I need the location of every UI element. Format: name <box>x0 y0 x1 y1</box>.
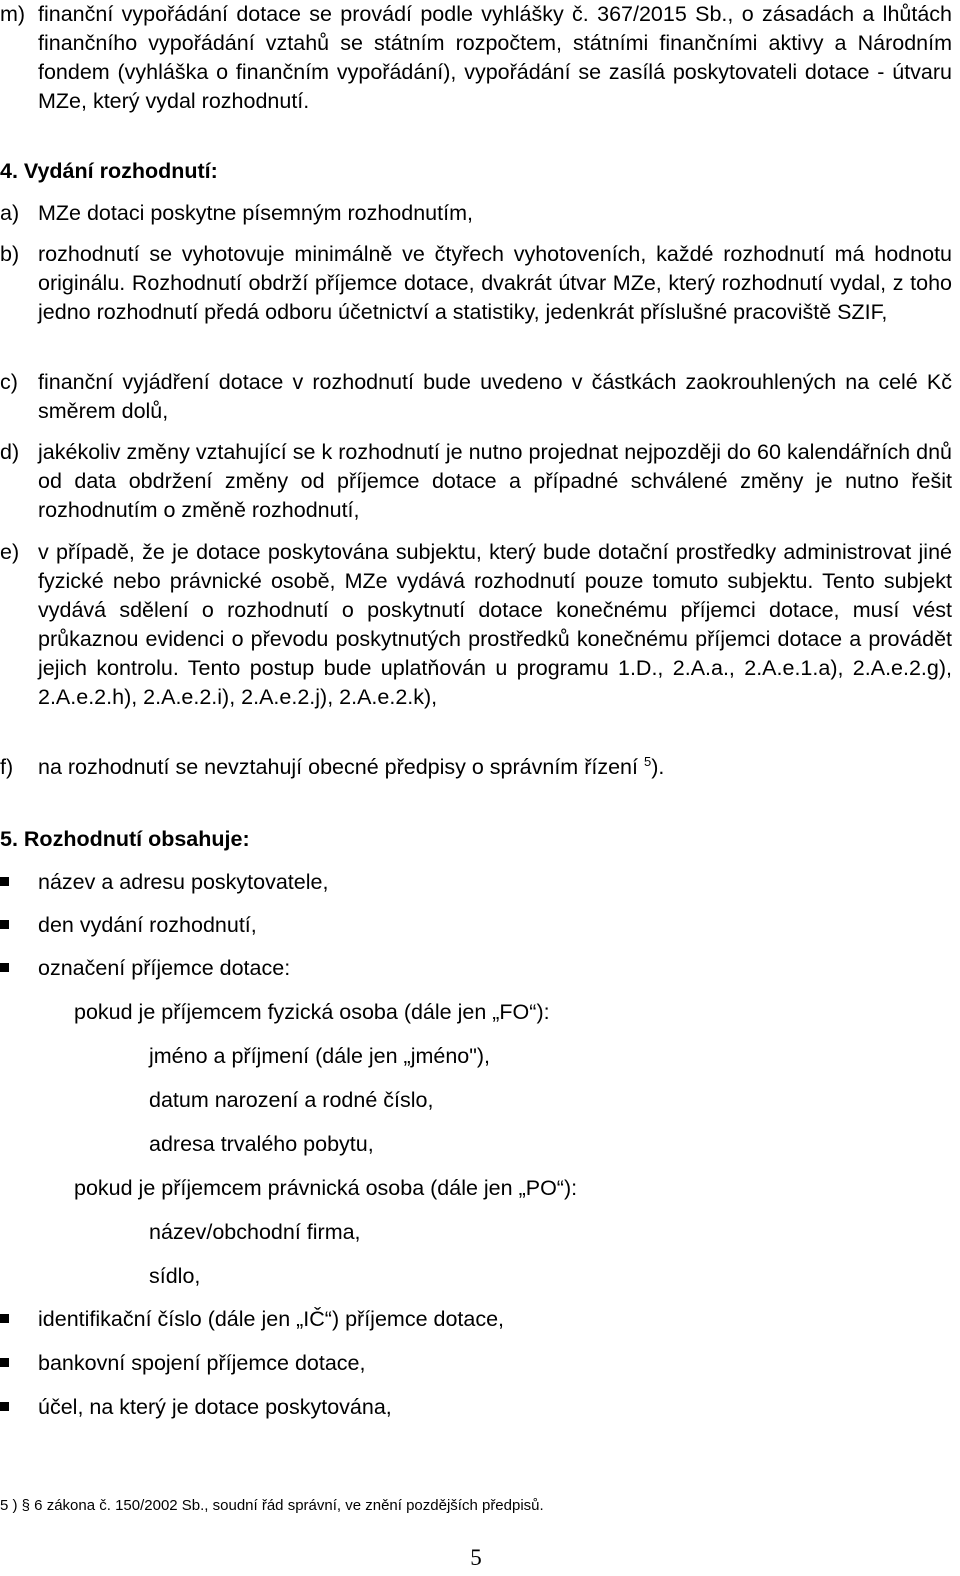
page-number: 5 <box>470 1545 482 1570</box>
bullet-item <box>0 911 257 940</box>
po-item: sídlo, <box>149 1264 201 1288</box>
item-marker: f) <box>0 755 14 779</box>
bullet-item <box>0 1305 504 1334</box>
fo-item: adresa trvalého pobytu, <box>149 1132 374 1156</box>
bullet-text: bankovní spojení příjemce dotace, <box>38 1351 366 1375</box>
bullet-square-icon <box>0 920 9 929</box>
bullet-text: účel, na který je dotace poskytována, <box>38 1395 392 1419</box>
bullet-square-icon <box>0 1314 9 1323</box>
footnote-ref: 5 <box>643 753 652 769</box>
bullet-item <box>0 868 328 897</box>
bullet-square-icon <box>0 877 9 886</box>
section-5-heading: 5. Rozhodnutí obsahuje: <box>0 827 250 851</box>
bullet-square-icon <box>0 963 9 972</box>
item-marker: e) <box>0 540 20 564</box>
bullet-item <box>0 1349 365 1378</box>
item-text <box>38 753 952 782</box>
item-marker: m) <box>0 2 26 26</box>
fo-item: datum narození a rodné číslo, <box>149 1088 434 1112</box>
bullet-square-icon <box>0 1358 9 1367</box>
item-a <box>0 199 952 228</box>
item-d <box>0 438 952 525</box>
bullet-text: označení příjemce dotace: <box>38 956 291 980</box>
footnote: 5 ) § 6 zákona č. 150/2002 Sb., soudní řád správní, ve znění pozdějších předpisů. <box>0 1497 544 1514</box>
bullet-text: název a adresu poskytovatele, <box>38 870 329 894</box>
item-e <box>0 538 952 712</box>
bullet-text: identifikační číslo (dále jen „IČ“) příjemce dotace, <box>38 1307 505 1331</box>
item-f-tail: ). <box>651 755 665 779</box>
item-text: finanční vyjádření dotace v rozhodnutí bude uvedeno v částkách zaokrouhlených na celé Kč směrem dolů, <box>38 370 952 423</box>
bullet-square-icon <box>0 1402 9 1411</box>
item-marker: a) <box>0 201 20 225</box>
fo-intro: pokud je příjemcem fyzická osoba (dále jen „FO“): <box>74 1000 550 1024</box>
item-c <box>0 368 952 426</box>
bullet-item <box>0 954 290 983</box>
item-text: jakékoliv změny vztahující se k rozhodnutí je nutno projednat nejpozději do 60 kalendářních dnů od data obdržení změny od příjemce dotace a případné schválené změny je nutno řešit rozhodnutím o změně rozhodnutí, <box>38 440 952 522</box>
item-f-text: na rozhodnutí se nevztahují obecné předpisy o správním řízení <box>38 755 638 779</box>
item-marker: b) <box>0 242 20 266</box>
fo-item: jméno a příjmení (dále jen „jméno"), <box>149 1044 491 1068</box>
item-b <box>0 240 952 327</box>
item-text: rozhodnutí se vyhotovuje minimálně ve čtyřech vyhotoveních, každé rozhodnutí má hodnotu originálu. Rozhodnutí obdrží příjemce dotace, dvakrát útvar MZe, který rozhodnutí vydal, z toho jedno rozhodnutí předá odboru účetnictví a statistiky, jedenkrát příslušné pracoviště SZIF, <box>38 242 952 324</box>
item-f <box>0 753 952 782</box>
item-marker: d) <box>0 440 20 464</box>
bullet-text: den vydání rozhodnutí, <box>38 913 257 937</box>
bullet-item <box>0 1393 392 1422</box>
section-4-heading: 4. Vydání rozhodnutí: <box>0 159 218 183</box>
item-marker: c) <box>0 370 18 394</box>
item-text: MZe dotaci poskytne písemným rozhodnutím, <box>38 201 473 225</box>
po-item: název/obchodní firma, <box>149 1220 361 1244</box>
item-text: finanční vypořádání dotace se provádí podle vyhlášky č. 367/2015 Sb., o zásadách a lhůtách finančního vypořádání vztahů se státním rozpočtem, státními finančními aktivy a Národním fondem (vyhláška o finančním vypořádání), vypořádání se zasílá poskytovateli dotace - útvaru MZe, který vydal rozhodnutí. <box>38 2 952 113</box>
item-m <box>0 0 952 116</box>
po-intro: pokud je příjemcem právnická osoba (dále jen „PO“): <box>74 1176 578 1200</box>
item-text: v případě, že je dotace poskytována subjektu, který bude dotační prostředky administrovat jiné fyzické nebo právnické osobě, MZe vydává rozhodnutí pouze tomuto subjektu. Tento subjekt vydává sdělení o rozhodnutí o poskytnutí dotace konečnému příjemci dotace, musí vést průkaznou evidenci o převodu poskytnutých prostředků konečnému příjemci dotace a provádět jejich kontrolu. Tento postup bude uplatňován u programu 1.D., 2.A.a., 2.A.e.1.a), 2.A.e.2.g), 2.A.e.2.h), 2.A.e.2.i), 2.A.e.2.j), 2.A.e.2.k), <box>38 540 952 709</box>
